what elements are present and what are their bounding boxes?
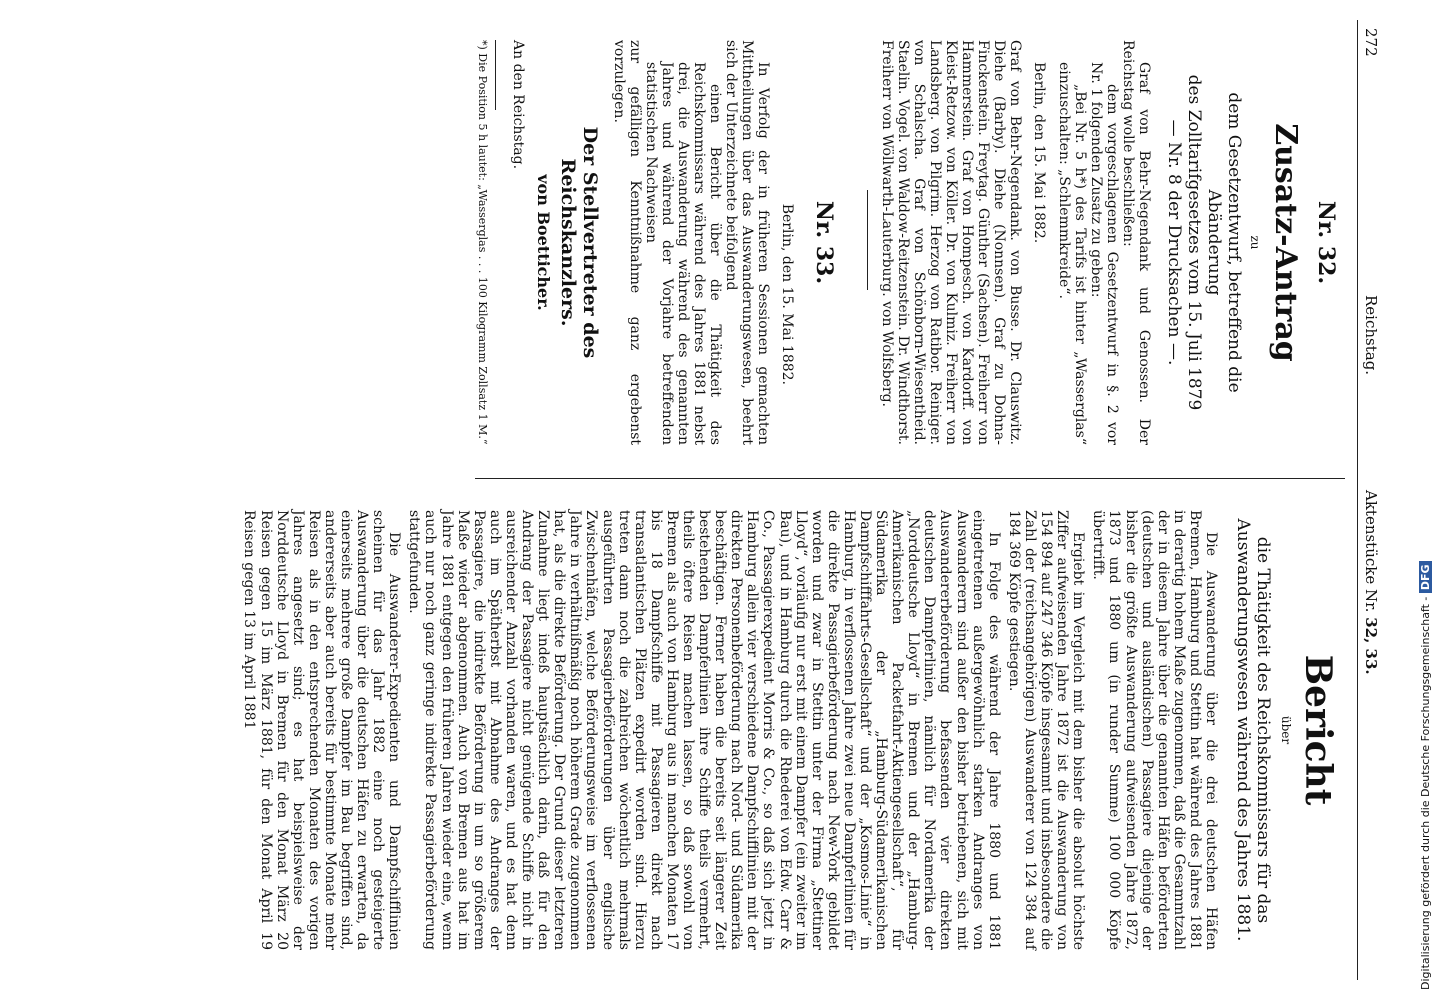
nr33-number: Nr. 33. [811, 200, 838, 285]
page-number: 272 [1362, 28, 1380, 57]
nr32-date: Berlin, den 15. Mai 1882. [1031, 62, 1048, 244]
bericht-paragraph-4: Die Auswanderer-Expedienten und Dampfschifflinien scheinen für das Jahr 1882 eine noch gesteigerte Auswanderung über die deutschen Häfen zu erwarten, da einerseits mehrere große Dampfer im Bau begriffen sind, andererseits aber auch bereits für bestimmte Monate mehr Reisen als in den entsprechenden Monaten des vorigen Jahres angesetzt sind; es hat beispielsweise der Norddeutsche Lloyd in Bremen für den Monat März 20 Reisen gegen 15 im März 1881, für den Monat April 19 Reisen gegen 13 im April 1881 [241, 510, 403, 950]
column-rule [475, 478, 1345, 479]
column-left [476, 40, 1345, 445]
section-divider [868, 190, 869, 290]
footnote: *) Die Position 5 h lautet: „Wasserglas . . . 100 Kilogramm Zollsatz 1 M.“ [475, 40, 489, 445]
bericht-paragraph-1: Die Auswanderung über die drei deutschen Häfen Bremen, Hamburg und Stettin hat während des Jahres 1881 in derartig hohem Maße zugenommen, daß die Gesammtzahl der in diesem Jahre über die genannten Häfen beförderten (deutschen und ausländischen) Passagiere diejenige der bisher die größte Auswanderung aufweisenden Jahre 1872, 1873 und 1880 um (in runder Summe) 100 000 Köpfe übertrifft. [1090, 510, 1219, 950]
nr32-instruction: dem vorgeschlagenen Gesetzentwurf in §. 2 vor Nr. 1 folgenden Zusatz zu geben: [1087, 62, 1120, 445]
nr33-report-ref: einen Bericht über die Thätigkeit des Reichskommissars während des Jahres 1881 nebst drei, die Auswanderung während des genannten Jahres und während der Vorjahre betreffenden statistischen Nachweisen [642, 62, 724, 445]
header-reichstag: Reichstag. [1362, 295, 1380, 376]
header-rule [1357, 20, 1358, 980]
scan-credit [1419, 561, 1432, 990]
nr32-signatories: Graf von Behr-Negendank. von Busse. Dr. Clauswitz. Diehe (Barby). Diehe (Nonnsen). Graf zu Dohna-Finckenstein. Freytag. Günther (Sachsen). Freiherr von Hammerstein. Graf von Hompesch. von Kardorff. von Kleist-Retzow. von Köller. Dr. von Kulmiz. Freiherr von Landsberg. von Pilgrim. Herzog von Ratibor. Reiniger. von Schalscha. Graf von Schönborn-Wiesentheid. Staelin. Vogel. von Waldow-Reitzenstein. Dr. Windthorst. Freiherr von Wöllwarth-Lauterburg. von Wolfsberg. [878, 40, 1024, 445]
nr32-subtitle-1: dem Gesetzentwurf, betreffend die Abänderung [1204, 92, 1244, 393]
nr32-motion: Graf von Behr-Negendank und Genossen. Der Reichstag wolle beschließen: [1119, 40, 1152, 445]
header-aktenstuecke [1362, 490, 1380, 675]
nr32-quote: „Bei Nr. 5 h*) des Tarifs ist hinter „Wasserglas“ einzuschalten: „Schlemmkreide“. [1055, 62, 1088, 445]
nr33-intro: In Verfolg der in früheren Sessionen gemachten Mittheilungen über das Auswanderungswesen, beehrt sich der Unterzeichnete beifolgend [723, 40, 772, 445]
nr32-subtitle-3: — Nr. 8 der Drucksachen —. [1164, 119, 1184, 366]
column-right [241, 510, 1345, 950]
bericht-ueber: über [1279, 715, 1293, 745]
bericht-paragraph-3: In Folge des während der Jahre 1880 und 1881 eingetretenen außergewöhnlich starken Andranges von Auswanderern sind außer den bisher betriebenen, sich mit Auswandererbeförderung befassenden vier direkten deutschen Dampferlinien, nämlich für Nordamerika der „Norddeutsche Lloyd“ in Bremen und der „Hamburg-Amerikanischen Packetfahrt-Aktiengesellschaft“, für Südamerika der „Hamburg-Südamerikanischen Dampfschifffahrts-Gesellschaft“ und der „Kosmos-Linie“ in Hamburg, in verflossenen Jahre zwei neue Dampferlinien für die direkte Passagierbeförderung nach New-York gebildet worden und zwar in Stettin unter der Firma „Stettiner Lloyd“, vorläufig nur erst mit einem Dampfer (ein zweiter im Bau), und in Hamburg durch die Rhederei von Edw. Carr & Co., Passagierexpedient Morris & Co., so daß sich jetzt in Hamburg allein vier verschiedene Dampfschifflinien mit der direkten Personenbeförderung nach Nord- und Südamerika beschäftigen. Ferner haben die bereits seit längerer Zeit bestehenden Dampferlinien ihre Schiffe theils vermehrt, theils öftere Reisen machen lassen, so daß sowohl von Bremen als auch von Hamburg aus in manchen Monaten 17 bis 18 Dampfschiffe mit Passagieren direkt nach transatlantischen Plätzen expedirt worden sind. Hierzu treten dann noch die zahlreichen wöchentlich mehrmals ausgeführten Passagierbeförderungen über englische Zwischenhäfen, welche Beförderungsweise im verflossenen Jahre in verhältnißmäßig noch höherem Grade zugenommen hat, als die direkte Beförderung. Der Grund dieser letzteren Zunahme liegt indeß hauptsächlich darin, daß für den Andrang der Passagiere nicht genügende Schiffe nicht in ausreichender Anzahl vorhanden waren, und es hat denn auch im Spätherbst mit Abnahme des Andranges der Passagiere, die indirekte Beförderung in um so größerem Maße wieder abgenommen. Auch von Bremen aus hat im Jahre 1881 entgegen den früheren Jahren wieder eine, wenn auch nur noch ganz geringe indirekte Passagierbeförderung stattgefunden. [406, 510, 1002, 950]
bericht-paragraph-2: Ergiebt im Vergleich mit dem bisher die absolut höchste Ziffer aufweisenden Jahre 1872 ist die Auswanderung von 154 894 auf 247 346 Köpfe insgesammt und insbesondere die Zahl der (reichsangehörigen) Auswanderer von 124 384 auf 184 369 Köpfe gestiegen. [1005, 510, 1087, 950]
dfg-logo: DFG [1419, 561, 1432, 593]
header-numbers: 32, 33. [1362, 617, 1380, 675]
signature-role: Der Stellvertreter des Reichskanzlers. [556, 126, 601, 359]
scan-credit-text: Digitalisierung gefördert durch die Deutsche Forschungsgemeinschaft - [1419, 596, 1432, 990]
bericht-subtitle-1: die Thätigkeit des Reichskommissars für das [1253, 536, 1273, 924]
nr32-subtitle-2: des Zolltarifgesetzes vom 15. Juli 1879 [1184, 74, 1204, 411]
nr32-zu: zu [1248, 235, 1262, 250]
bericht-title: Bericht [1297, 654, 1339, 806]
header-aktenstuecke-label: Aktenstücke Nr. [1362, 490, 1380, 613]
nr33-closing: zur gefälligen Kenntnißnahme ganz ergebenst vorzulegen. [610, 40, 643, 445]
recipient: An den Reichstag. [509, 40, 526, 170]
footnote-rule [495, 40, 496, 110]
nr32-number: Nr. 32. [1313, 200, 1339, 285]
signature-name: von Boetticher. [533, 174, 553, 311]
bericht-subtitle-2: Auswanderungswesen während des Jahres 1881. [1233, 518, 1253, 942]
nr33-date: Berlin, den 15. Mai 1882. [779, 203, 796, 385]
nr32-title: Zusatz-Antrag [1268, 123, 1303, 362]
